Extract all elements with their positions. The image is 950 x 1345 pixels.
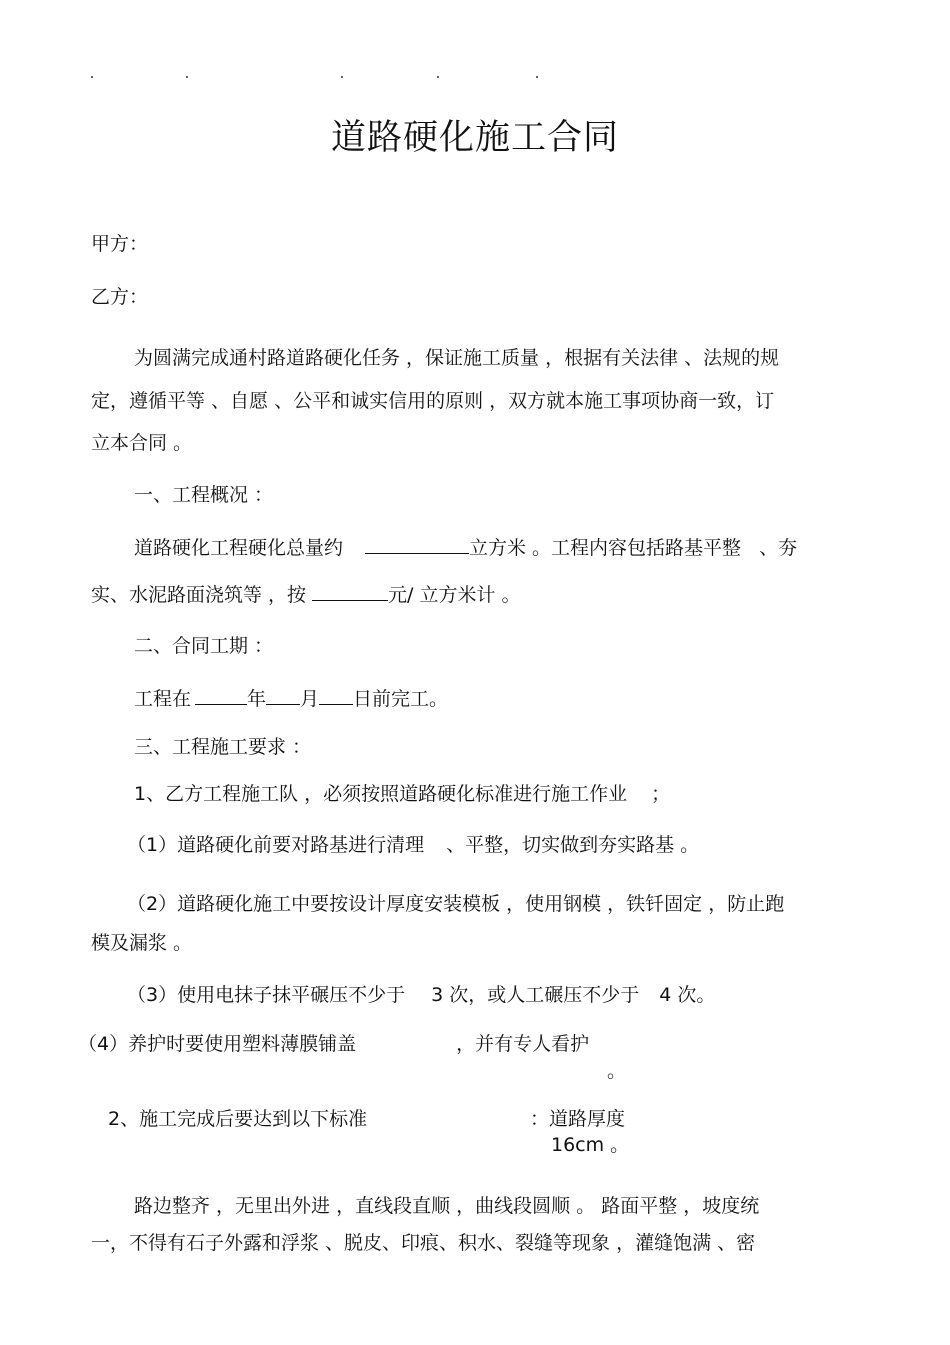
- text-segment: 月: [300, 688, 320, 710]
- section-1-line-2: [91, 580, 521, 608]
- dot: [536, 76, 538, 78]
- day-blank[interactable]: [319, 684, 353, 705]
- text-segment: （4）养护时要使用塑料薄膜铺盖: [78, 1033, 357, 1055]
- text-segment: 年: [247, 688, 267, 710]
- text-segment: （3）使用电抹子抹平碾压不少于: [127, 984, 406, 1006]
- section-2-heading: 二、合同工期 ：: [134, 635, 274, 657]
- text-segment: 、夯: [759, 537, 798, 559]
- requirement-2: 2、施工完成后要达到以下标准: [108, 1108, 368, 1130]
- standard-line-1: 路边整齐 ，无里出外进 ，直线段直顺 ，曲线段圆顺 。 路面平整 ，坡度统: [134, 1195, 760, 1217]
- text-segment: 立方米 。工程内容包括路基平整: [469, 537, 742, 559]
- requirement-1-2-line-1: （2）道路硬化施工中要按设计厚度安装模板 ，使用钢模 ，铁钎固定 ，防止跑: [127, 893, 785, 915]
- text-segment: 道路硬化工程硬化总量约: [134, 537, 344, 559]
- dot: [91, 76, 93, 78]
- dot: [186, 76, 188, 78]
- dot: [437, 76, 439, 78]
- requirement-1-3: [127, 982, 715, 1008]
- price-blank[interactable]: [312, 580, 388, 601]
- month-blank[interactable]: [266, 684, 300, 705]
- volume-blank[interactable]: [365, 533, 469, 554]
- text-segment: 日前完工。: [353, 688, 449, 710]
- intro-line-1: 为圆满完成通村路道路硬化任务 ，保证施工质量 ，根据有关法律 、法规的规: [134, 347, 780, 369]
- party-b-label: 乙方：: [91, 286, 149, 308]
- section-3-heading: 三、工程施工要求 ：: [134, 736, 312, 758]
- dot: [341, 76, 343, 78]
- requirement-1-1: [127, 832, 699, 858]
- text-segment: 实、水泥路面浇筑等 ，按: [91, 584, 307, 606]
- party-a-label: 甲方：: [91, 233, 149, 255]
- document-title: 道路硬化施工合同: [330, 118, 619, 158]
- requirement-1-4: [78, 1031, 589, 1057]
- text-segment: ；: [651, 783, 671, 805]
- requirement-1-2-line-2: 模及漏浆 。: [91, 932, 193, 954]
- requirement-2-value: 16cm 。: [551, 1134, 630, 1156]
- section-2-line-1: [134, 684, 448, 712]
- requirement-2-thickness: ：道路厚度: [530, 1108, 626, 1130]
- section-1-line-1: [134, 533, 797, 561]
- standard-line-2: 一，不得有石子外露和浮浆 、脱皮、印痕、积水、裂缝等现象 ，灌缝饱满 、密: [91, 1232, 756, 1254]
- requirement-1: [134, 781, 670, 807]
- text-segment: 元/ 立方米计 。: [388, 584, 521, 606]
- intro-line-3: 立本合同 。: [91, 432, 193, 454]
- text-segment: （1）道路硬化前要对路基进行清理: [127, 834, 425, 856]
- text-segment: 4 次。: [659, 984, 716, 1006]
- year-blank[interactable]: [195, 684, 247, 705]
- text-segment: 3 次，或人工碾压不少于: [431, 984, 640, 1006]
- text-segment: ，并有专人看护: [456, 1033, 590, 1055]
- text-segment: 工程在: [134, 688, 192, 710]
- section-1-heading: 一、工程概况 ：: [134, 484, 274, 506]
- intro-line-2: 定，遵循平等 、自愿 、公平和诚实信用的原则 ，双方就本施工事项协商一致，订: [91, 390, 775, 412]
- text-segment: 1、乙方工程施工队 ，必须按照道路硬化标准进行施工作业: [134, 783, 628, 805]
- requirement-1-4-period: 。: [607, 1060, 627, 1082]
- text-segment: 、平整，切实做到夯实路基 。: [446, 834, 700, 856]
